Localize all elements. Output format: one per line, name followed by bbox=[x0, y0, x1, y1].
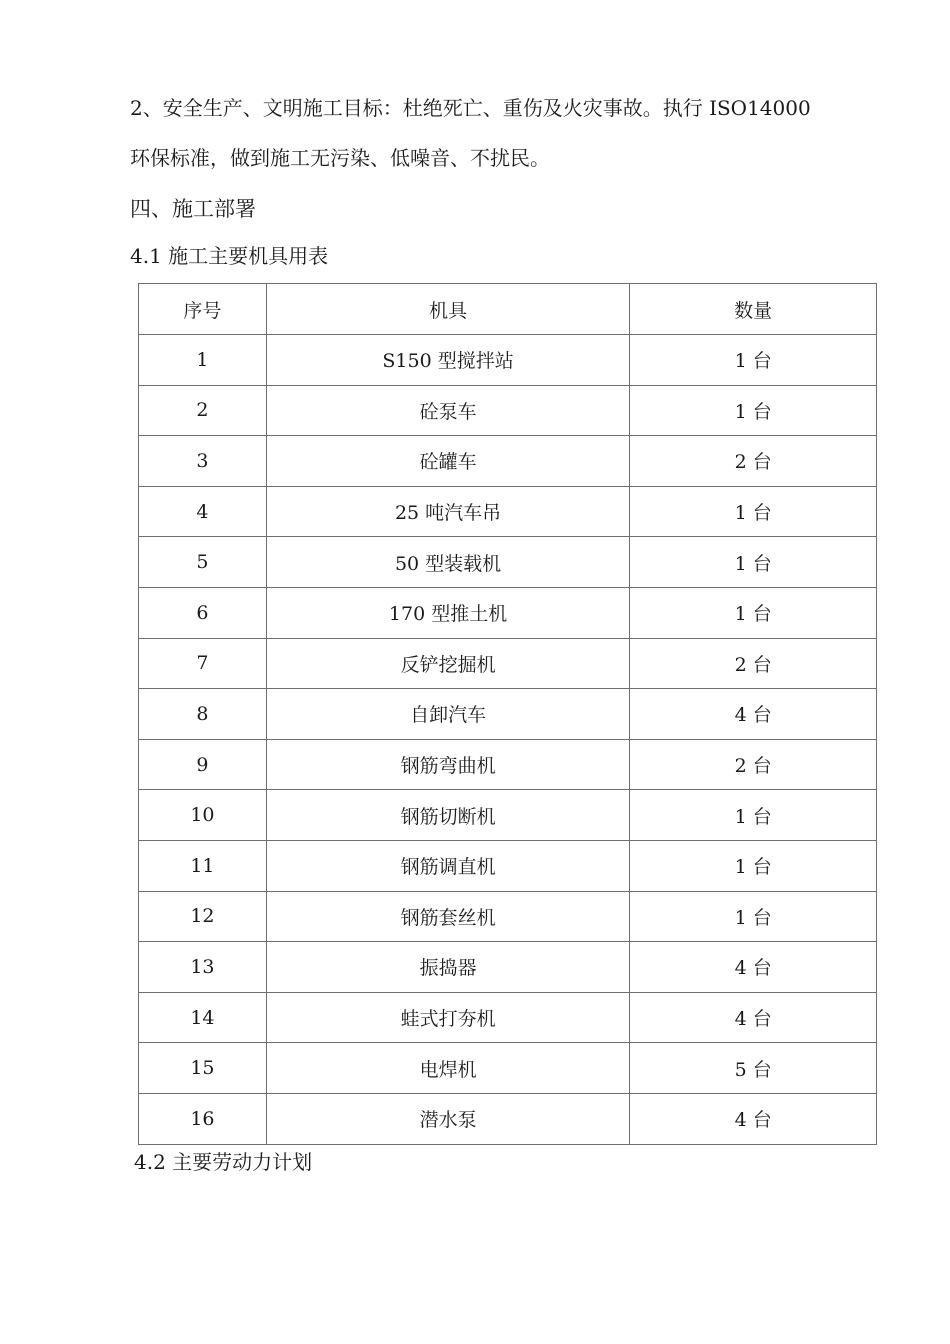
cell-index: 16 bbox=[139, 1093, 267, 1144]
table-row bbox=[139, 638, 877, 689]
header-index: 序号 bbox=[139, 284, 267, 335]
cell-index: 8 bbox=[139, 689, 267, 740]
table-row bbox=[139, 942, 877, 993]
header-machine: 机具 bbox=[266, 284, 630, 335]
cell-index: 7 bbox=[139, 638, 267, 689]
cell-index: 10 bbox=[139, 790, 267, 841]
table-header-row bbox=[139, 284, 877, 335]
cell-index: 14 bbox=[139, 992, 267, 1043]
cell-quantity: 1 台 bbox=[630, 486, 877, 537]
cell-index: 13 bbox=[139, 942, 267, 993]
cell-quantity: 1 台 bbox=[630, 587, 877, 638]
cell-machine: 砼泵车 bbox=[266, 385, 630, 436]
cell-quantity: 1 台 bbox=[630, 335, 877, 386]
cell-quantity: 1 台 bbox=[630, 537, 877, 588]
cell-machine: 钢筋切断机 bbox=[266, 790, 630, 841]
cell-quantity: 4 台 bbox=[630, 992, 877, 1043]
cell-machine: 蛙式打夯机 bbox=[266, 992, 630, 1043]
table-caption: 4.1 施工主要机具用表 bbox=[130, 244, 329, 268]
table-row bbox=[139, 739, 877, 790]
cell-quantity: 1 台 bbox=[630, 385, 877, 436]
cell-index: 1 bbox=[139, 335, 267, 386]
cell-machine: 砼罐车 bbox=[266, 436, 630, 487]
cell-machine: 钢筋调直机 bbox=[266, 840, 630, 891]
machinery-table bbox=[138, 283, 877, 1145]
cell-machine: 潜水泵 bbox=[266, 1093, 630, 1144]
cell-quantity: 2 台 bbox=[630, 739, 877, 790]
cell-machine: 反铲挖掘机 bbox=[266, 638, 630, 689]
paragraph-environment-standard: 环保标准，做到施工无污染、低噪音、不扰民。 bbox=[130, 146, 550, 170]
table-row bbox=[139, 587, 877, 638]
table-row bbox=[139, 537, 877, 588]
cell-index: 4 bbox=[139, 486, 267, 537]
section-heading: 四、施工部署 bbox=[130, 197, 256, 221]
table-row bbox=[139, 891, 877, 942]
cell-quantity: 1 台 bbox=[630, 790, 877, 841]
cell-index: 12 bbox=[139, 891, 267, 942]
cell-machine: 钢筋弯曲机 bbox=[266, 739, 630, 790]
cell-index: 2 bbox=[139, 385, 267, 436]
cell-quantity: 1 台 bbox=[630, 840, 877, 891]
cell-index: 3 bbox=[139, 436, 267, 487]
cell-quantity: 4 台 bbox=[630, 689, 877, 740]
cell-machine: S150 型搅拌站 bbox=[266, 335, 630, 386]
cell-index: 9 bbox=[139, 739, 267, 790]
cell-machine: 25 吨汽车吊 bbox=[266, 486, 630, 537]
cell-index: 11 bbox=[139, 840, 267, 891]
table-row bbox=[139, 992, 877, 1043]
cell-machine: 自卸汽车 bbox=[266, 689, 630, 740]
table-row bbox=[139, 335, 877, 386]
cell-quantity: 2 台 bbox=[630, 436, 877, 487]
next-section-heading: 4.2 主要劳动力计划 bbox=[134, 1150, 313, 1174]
table-row bbox=[139, 385, 877, 436]
cell-quantity: 4 台 bbox=[630, 942, 877, 993]
cell-quantity: 4 台 bbox=[630, 1093, 877, 1144]
cell-machine: 170 型推土机 bbox=[266, 587, 630, 638]
cell-index: 15 bbox=[139, 1043, 267, 1094]
table-row bbox=[139, 689, 877, 740]
cell-quantity: 1 台 bbox=[630, 891, 877, 942]
cell-quantity: 2 台 bbox=[630, 638, 877, 689]
table-row bbox=[139, 790, 877, 841]
cell-quantity: 5 台 bbox=[630, 1043, 877, 1094]
table-row bbox=[139, 436, 877, 487]
paragraph-safety-goal: 2、安全生产、文明施工目标：杜绝死亡、重伤及火灾事故。执行 ISO14000 bbox=[130, 96, 811, 120]
table-row bbox=[139, 1043, 877, 1094]
cell-machine: 振捣器 bbox=[266, 942, 630, 993]
cell-machine: 电焊机 bbox=[266, 1043, 630, 1094]
table-row bbox=[139, 840, 877, 891]
cell-index: 6 bbox=[139, 587, 267, 638]
table-row bbox=[139, 486, 877, 537]
header-quantity: 数量 bbox=[630, 284, 877, 335]
cell-index: 5 bbox=[139, 537, 267, 588]
cell-machine: 钢筋套丝机 bbox=[266, 891, 630, 942]
cell-machine: 50 型装载机 bbox=[266, 537, 630, 588]
table-row bbox=[139, 1093, 877, 1144]
